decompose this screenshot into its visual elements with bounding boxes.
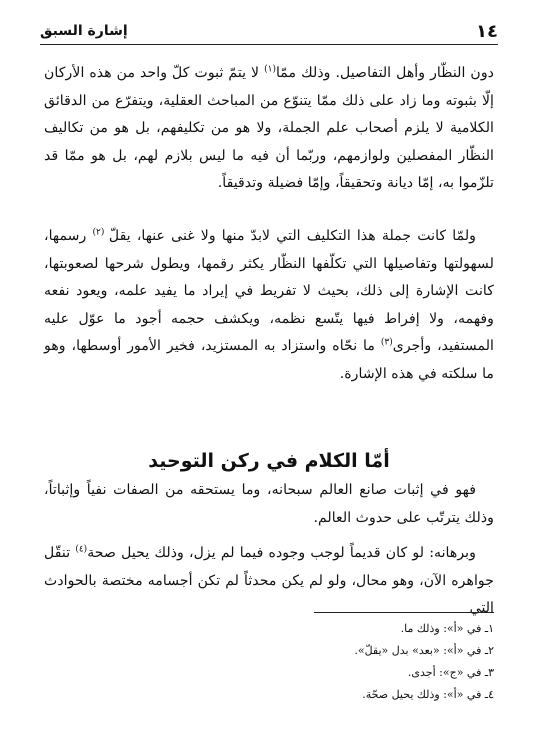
paragraph-1: [44, 60, 494, 198]
paragraph-4: [44, 540, 494, 623]
paragraph-2-text-a: ولمّا كانت جملة هذا التكليف التي لابدّ منها ولا غنى عنها، يقلّ: [108, 228, 476, 244]
paragraph-4-text-a: وبرهانه: لو كان قديماً لوجب وجوده فيما لم يزل، وذلك يحيل صحة: [87, 545, 476, 561]
paragraph-3: [44, 477, 494, 532]
paragraph-1-text-a: دون النظّار وأهل التفاصيل. وذلك ممّا: [275, 65, 494, 81]
footnote-3: ٣ـ في «ج»: أجدى.: [407, 666, 494, 679]
page-header: [40, 18, 498, 45]
footnote-ref-3: (٣): [380, 337, 393, 348]
footnote-2: ٢ـ في «أ»: «بعد» بدل «يقلّ».: [354, 644, 494, 657]
paragraph-2: [44, 223, 494, 388]
section-title: أمّا الكلام في ركن التوحيد: [148, 450, 390, 472]
paragraph-2-text-b: رسمها، لسهولتها وتفاصيلها التي تكلّفها النظّار يكثر رقمها، ويطول شرحها لصعوبتها، كانت الإشارة إلى ذلك، بحيث لا تفريط في إيراد ما يفيد علمه، ويعود نفعه وفهمه، ولا إفراط فيها يتّسع نظمه، ويكشف حجمه أجود ما عوّل عليه المستفيد، وأجرى: [44, 228, 494, 354]
paragraph-1-text-b: لا يتمّ ثبوت كلّ واحد من هذه الأركان إلّا بثبوته وما زاد على ذلك ممّا يتنوّع من المباحث العقلية، ويتفرّع من الدقائق الكلامية لا يلزم أصحاب علم الجملة، ولا هو من تكليفهم، بل هو من تكاليف النظّار المفصلين ولوازمهم، وربّما أن فيه ما ليس بلازم لهم، بل هو ممّا قد تلزّموا به، إمّا ديانة وتحقيقاً، وإمّا فضيلة وتدقيقاً.: [44, 65, 494, 191]
footnote-divider: [314, 612, 494, 613]
footnote-4: ٤ـ في «أ»: وذلك يحيل صحّة.: [362, 688, 494, 701]
paragraph-2-text-c: ما نحّاه واستزاد به المستزيد، فخير الأمور أوسطها، وهو ما سلكته في هذه الإشارة.: [44, 338, 494, 382]
paragraph-3-text: فهو في إثبات صانع العالم سبحانه، وما يستحقه من الصفات نفياً وإثباتاً، وذلك يترتّب على حدوث العالم.: [44, 482, 494, 526]
footnotes: [44, 618, 494, 706]
footnote-ref-1: (١): [264, 64, 276, 75]
footnote-1: ١ـ في «أ»: وذلك ما.: [400, 622, 494, 635]
footnote-ref-4: (٤): [75, 544, 88, 555]
page-number: ١٤: [476, 20, 498, 42]
footnote-ref-2: (٢): [92, 227, 109, 238]
running-title: إشارة السبق: [40, 23, 128, 39]
paragraph-4-text-b: تنقّل جواهره الآن، وهو محال، ولو لم يكن محدثاً لم تكن أجسامه مختصة بالحوادث التي: [44, 545, 494, 616]
